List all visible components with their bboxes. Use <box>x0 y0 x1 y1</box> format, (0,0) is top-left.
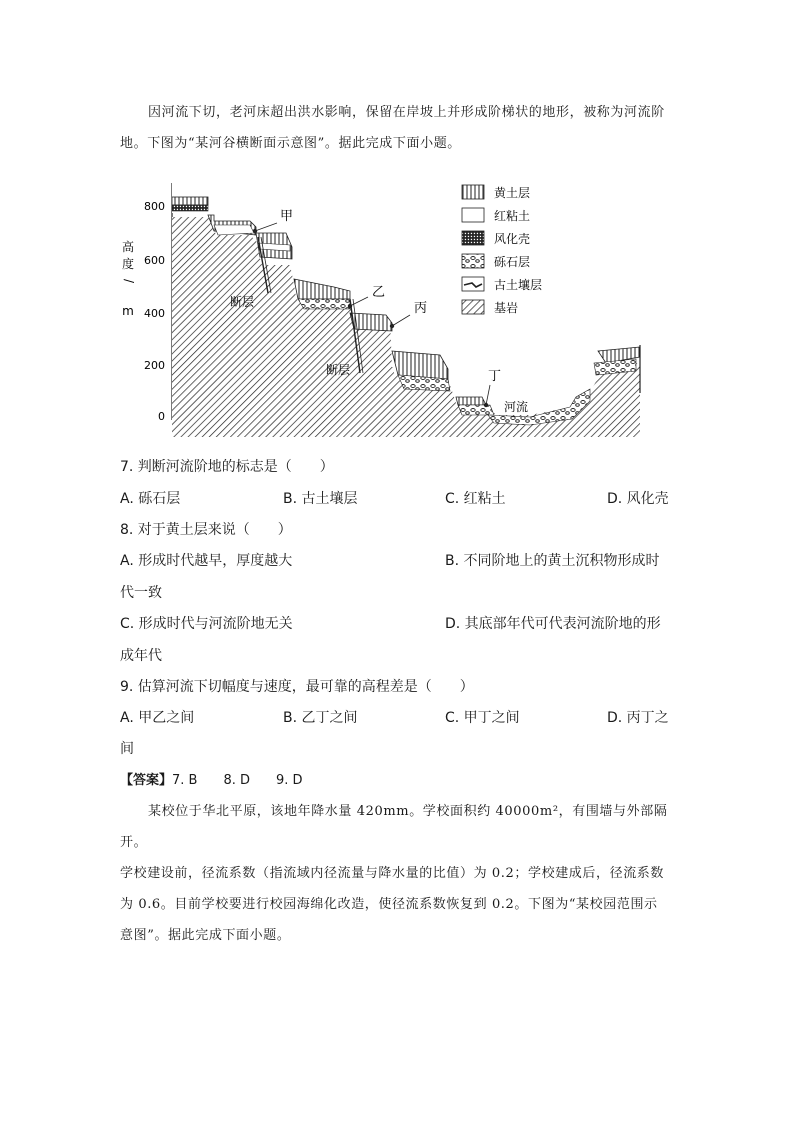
intro2-line4: 意图”。据此完成下面小题。 <box>120 928 291 943</box>
q9-option-d-cont: 间 <box>120 741 134 757</box>
q7-option-c[interactable]: C. 红粘土 <box>445 491 506 507</box>
q9-option-a[interactable]: A. 甲乙之间 <box>120 710 195 726</box>
y-tick-200: 200 <box>144 359 165 372</box>
q8-option-b-cont: 代一致 <box>120 585 162 601</box>
red-clay-terrace-2 <box>214 225 254 235</box>
question-9-stem: 9. 估算河流下切幅度与速度，最可靠的高程差是（ ） <box>120 679 474 695</box>
weathered-crust-terrace-1 <box>172 205 208 211</box>
q9-option-d[interactable]: D. 丙丁之 <box>607 710 669 726</box>
gravel-terrace-4 <box>298 299 350 309</box>
label-river: 河流 <box>504 400 529 414</box>
y-axis <box>122 183 178 423</box>
intro2-line3: 为 0.6。目前学校要进行校园海绵化改造，使径流系数恢复到 0.2。下图为“某校园范围示 <box>120 897 658 912</box>
legend-weathered-crust: 风化壳 <box>494 232 531 246</box>
y-label-char-2: 度 <box>121 257 135 271</box>
legend-gravel: 砾石层 <box>494 255 531 269</box>
legend-swatch-red-clay <box>462 208 484 222</box>
river-valley-cross-section-figure <box>110 175 650 445</box>
gravel-terrace-7 <box>458 405 494 415</box>
legend-swatch-gravel <box>462 254 484 268</box>
legend-red-clay: 红粘土 <box>494 209 531 223</box>
label-bing: 丙 <box>414 301 428 316</box>
q8-option-c[interactable]: C. 形成时代与河流阶地无关 <box>120 616 293 632</box>
y-label-char-3: / <box>122 278 136 284</box>
question-7-stem: 7. 判断河流阶地的标志是（ ） <box>120 459 334 475</box>
intro1-line2: 地。下图为“某河谷横断面示意图”。据此完成下面小题。 <box>120 136 461 151</box>
q7-option-b[interactable]: B. 古土壤层 <box>283 491 358 507</box>
answer-label: 【答案】 <box>120 773 173 788</box>
legend-paleosol: 古土壤层 <box>494 278 543 292</box>
intro2-line1: 某校位于华北平原，该地年降水量 420mm。学校面积约 40000m²，有围墙与外部隔开。 <box>120 804 668 850</box>
y-label-char-4: m <box>122 304 134 318</box>
intro-paragraph-2 <box>120 796 675 951</box>
y-label-char-1: 高 <box>121 240 135 254</box>
answer-text: 7. B 8. D 9. D <box>172 773 303 788</box>
y-tick-400: 400 <box>144 307 165 320</box>
q9-option-c[interactable]: C. 甲丁之间 <box>445 710 520 726</box>
label-fault-1: 断层 <box>230 295 255 309</box>
loess-terrace-1 <box>172 197 208 205</box>
q7-option-a[interactable]: A. 砾石层 <box>120 491 181 507</box>
label-fault-2: 断层 <box>326 363 351 377</box>
legend-loess: 黄土层 <box>494 186 531 200</box>
intro2-line2: 学校建设前，径流系数（指流域内径流量与降水量的比值）为 0.2；学校建成后，径流系数 <box>120 866 665 881</box>
q8-option-a[interactable]: A. 形成时代越早，厚度越大 <box>120 553 293 569</box>
intro1-line1: 因河流下切，老河床超出洪水影响，保留在岸坡上并形成阶梯状的地形，被称为河流阶 <box>148 105 665 120</box>
y-tick-800: 800 <box>144 200 165 213</box>
question-8-stem: 8. 对于黄土层来说（ ） <box>120 522 292 538</box>
q8-option-d-cont: 成年代 <box>120 648 162 664</box>
intro-paragraph-1 <box>120 97 675 159</box>
q7-option-d[interactable]: D. 风化壳 <box>607 491 669 507</box>
label-ding: 丁 <box>488 369 502 384</box>
loess-terrace-6 <box>392 351 448 379</box>
label-jia: 甲 <box>280 209 294 224</box>
q9-option-b[interactable]: B. 乙丁之间 <box>283 710 358 726</box>
y-tick-600: 600 <box>144 254 165 267</box>
y-tick-0: 0 <box>158 410 165 423</box>
legend-swatch-bedrock <box>462 300 484 314</box>
legend-swatch-loess <box>462 185 484 199</box>
label-yi: 乙 <box>372 285 386 300</box>
answer-line <box>120 769 303 788</box>
legend-swatch-weathered-crust <box>462 231 484 245</box>
q8-option-b[interactable]: B. 不同阶地上的黄土沉积物形成时 <box>445 553 660 569</box>
loess-terrace-7 <box>456 397 486 405</box>
q8-option-d[interactable]: D. 其底部年代可代表河流阶地的形 <box>445 616 661 632</box>
legend-bedrock: 基岩 <box>494 301 519 315</box>
